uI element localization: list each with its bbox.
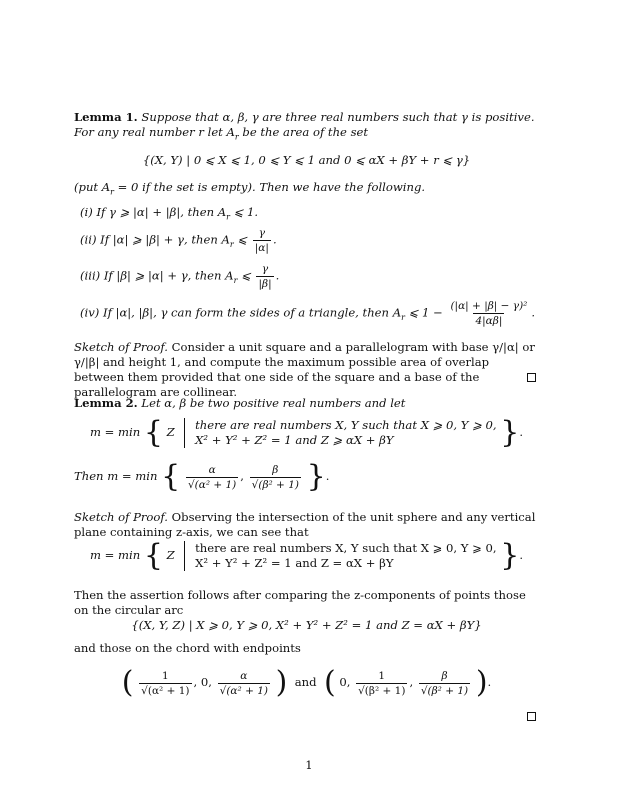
lemma2-assertion: Then the assertion follows after comparing the z-components of points those on the circular arc: [74, 588, 526, 617]
page-number: 1: [305, 758, 313, 772]
lemma1-item-i: (i) If γ ⩾ |α| + |β|, then $A_r$ ⩽ 1.: [80, 205, 259, 222]
sketch-label: Sketch of Proof.: [74, 340, 168, 354]
lemma1-statement: Lemma 1. Suppose that α, β, γ are three real numbers such that γ is positive. For any real number r let $A_r$ be the area of the set: [74, 110, 535, 142]
sketch-text: Consider a unit square and a parallelogram with base γ/|α| or γ/|β| and height 1, and compute the maximum possible area of overlap between them provided that one side of the square and a base of the parallelogram are collinear.: [74, 340, 535, 399]
lemma1-item-ii: (ii) If |α| ⩾ |β| + γ, then $A_r$ ⩽ $\frac{\gamma}{|\alpha|}$ .: [80, 227, 277, 254]
fraction: $\frac{\beta}{\text{√(β² + 1)}}$: [251, 463, 299, 491]
lemma1-item-iii: (iii) If |β| ⩾ |α| + γ, then $A_r$ ⩽ $\frac{\gamma}{|\beta|}$ .: [80, 263, 280, 290]
lemma2-statement: Lemma 2. Let α, β be two positive real numbers and let: [74, 396, 406, 410]
fraction: $\frac{\gamma}{|\alpha|}$: [254, 227, 269, 254]
fraction: $\frac{1}{\text{√(β² + 1)}}$: [358, 669, 406, 697]
fraction: $\frac{1}{\text{√(α² + 1)}}$: [141, 669, 190, 697]
fraction: $\frac{\beta}{\text{√(β² + 1)}}$: [420, 669, 469, 697]
lemma2-chord-text: and those on the chord with endpoints: [74, 641, 301, 655]
fraction: $\frac{\gamma}{|\beta|}$: [258, 263, 272, 290]
lemma1-sketch: [74, 340, 539, 400]
qed-symbol-2: [527, 712, 536, 721]
lemma2-endpoints: ( $\frac{1}{\text{√(α² + 1)}}$ , 0, $\frac{\alpha}{\text{√(α² + 1)}}$ ) and ( 0, $\frac{1}{\text{√(β² + 1)}}$ , $\frac{\beta}{\text{√(β² + 1)}}$ ).: [121, 665, 492, 700]
lemma2-m-definition-2: m = min { Z there are real numbers X, Y such that X ⩾ 0, Y ⩾ 0, X² + Y² + Z² = 1 and Z = αX + βY }.: [89, 538, 524, 573]
lemma2-sketch: Sketch of Proof. Observing the intersection of the unit sphere and any vertical plane containing z-axis, we can see that: [74, 510, 536, 539]
lemma1-item-iv: (iv) If |α|, |β|, γ can form the sides of a triangle, then $A_r$ ⩽ 1 − $\frac{\text{(|α| + |β| − γ)²}}{4|\alpha\beta|}$ .: [80, 300, 536, 327]
lemma2-then-m: Then m = min { $\frac{\alpha}{\text{√(α² + 1)}}$ , $\frac{\beta}{\text{√(β² + 1)}}$ }.: [74, 459, 330, 494]
fraction: $\frac{\alpha}{\text{√(α² + 1)}}$: [219, 669, 268, 697]
lemma1-set-formula: {(X, Y) | 0 ⩽ X ⩽ 1, 0 ⩽ Y ⩽ 1 and 0 ⩽ αX + βY + r ⩽ γ}: [142, 153, 471, 167]
lemma1-text: Suppose that α, β, γ are three real numbers such that γ is positive. For any real number r let A: [74, 110, 535, 139]
lemma1-put-line: (put $A_r = 0$ if the set is empty). Then we have the following.: [74, 180, 426, 197]
fraction: $\frac{\alpha}{\text{√(α² + 1)}}$: [187, 463, 237, 491]
qed-symbol: [527, 373, 536, 382]
lemma2-label: Lemma 2.: [74, 396, 138, 410]
lemma1-label: Lemma 1.: [74, 110, 138, 124]
lemma2-arc-formula: {(X, Y, Z) | X ⩾ 0, Y ⩾ 0, X² + Y² + Z² = 1 and Z = αX + βY}: [131, 618, 482, 632]
fraction: $\frac{\text{(|α| + |β| − γ)²}}{4|\alpha\beta|}$: [450, 300, 528, 327]
lemma2-m-definition: m = min { Z there are real numbers X, Y such that X ⩾ 0, Y ⩾ 0, X² + Y² + Z² = 1 and Z ⩾ αX + βY }.: [89, 415, 524, 450]
